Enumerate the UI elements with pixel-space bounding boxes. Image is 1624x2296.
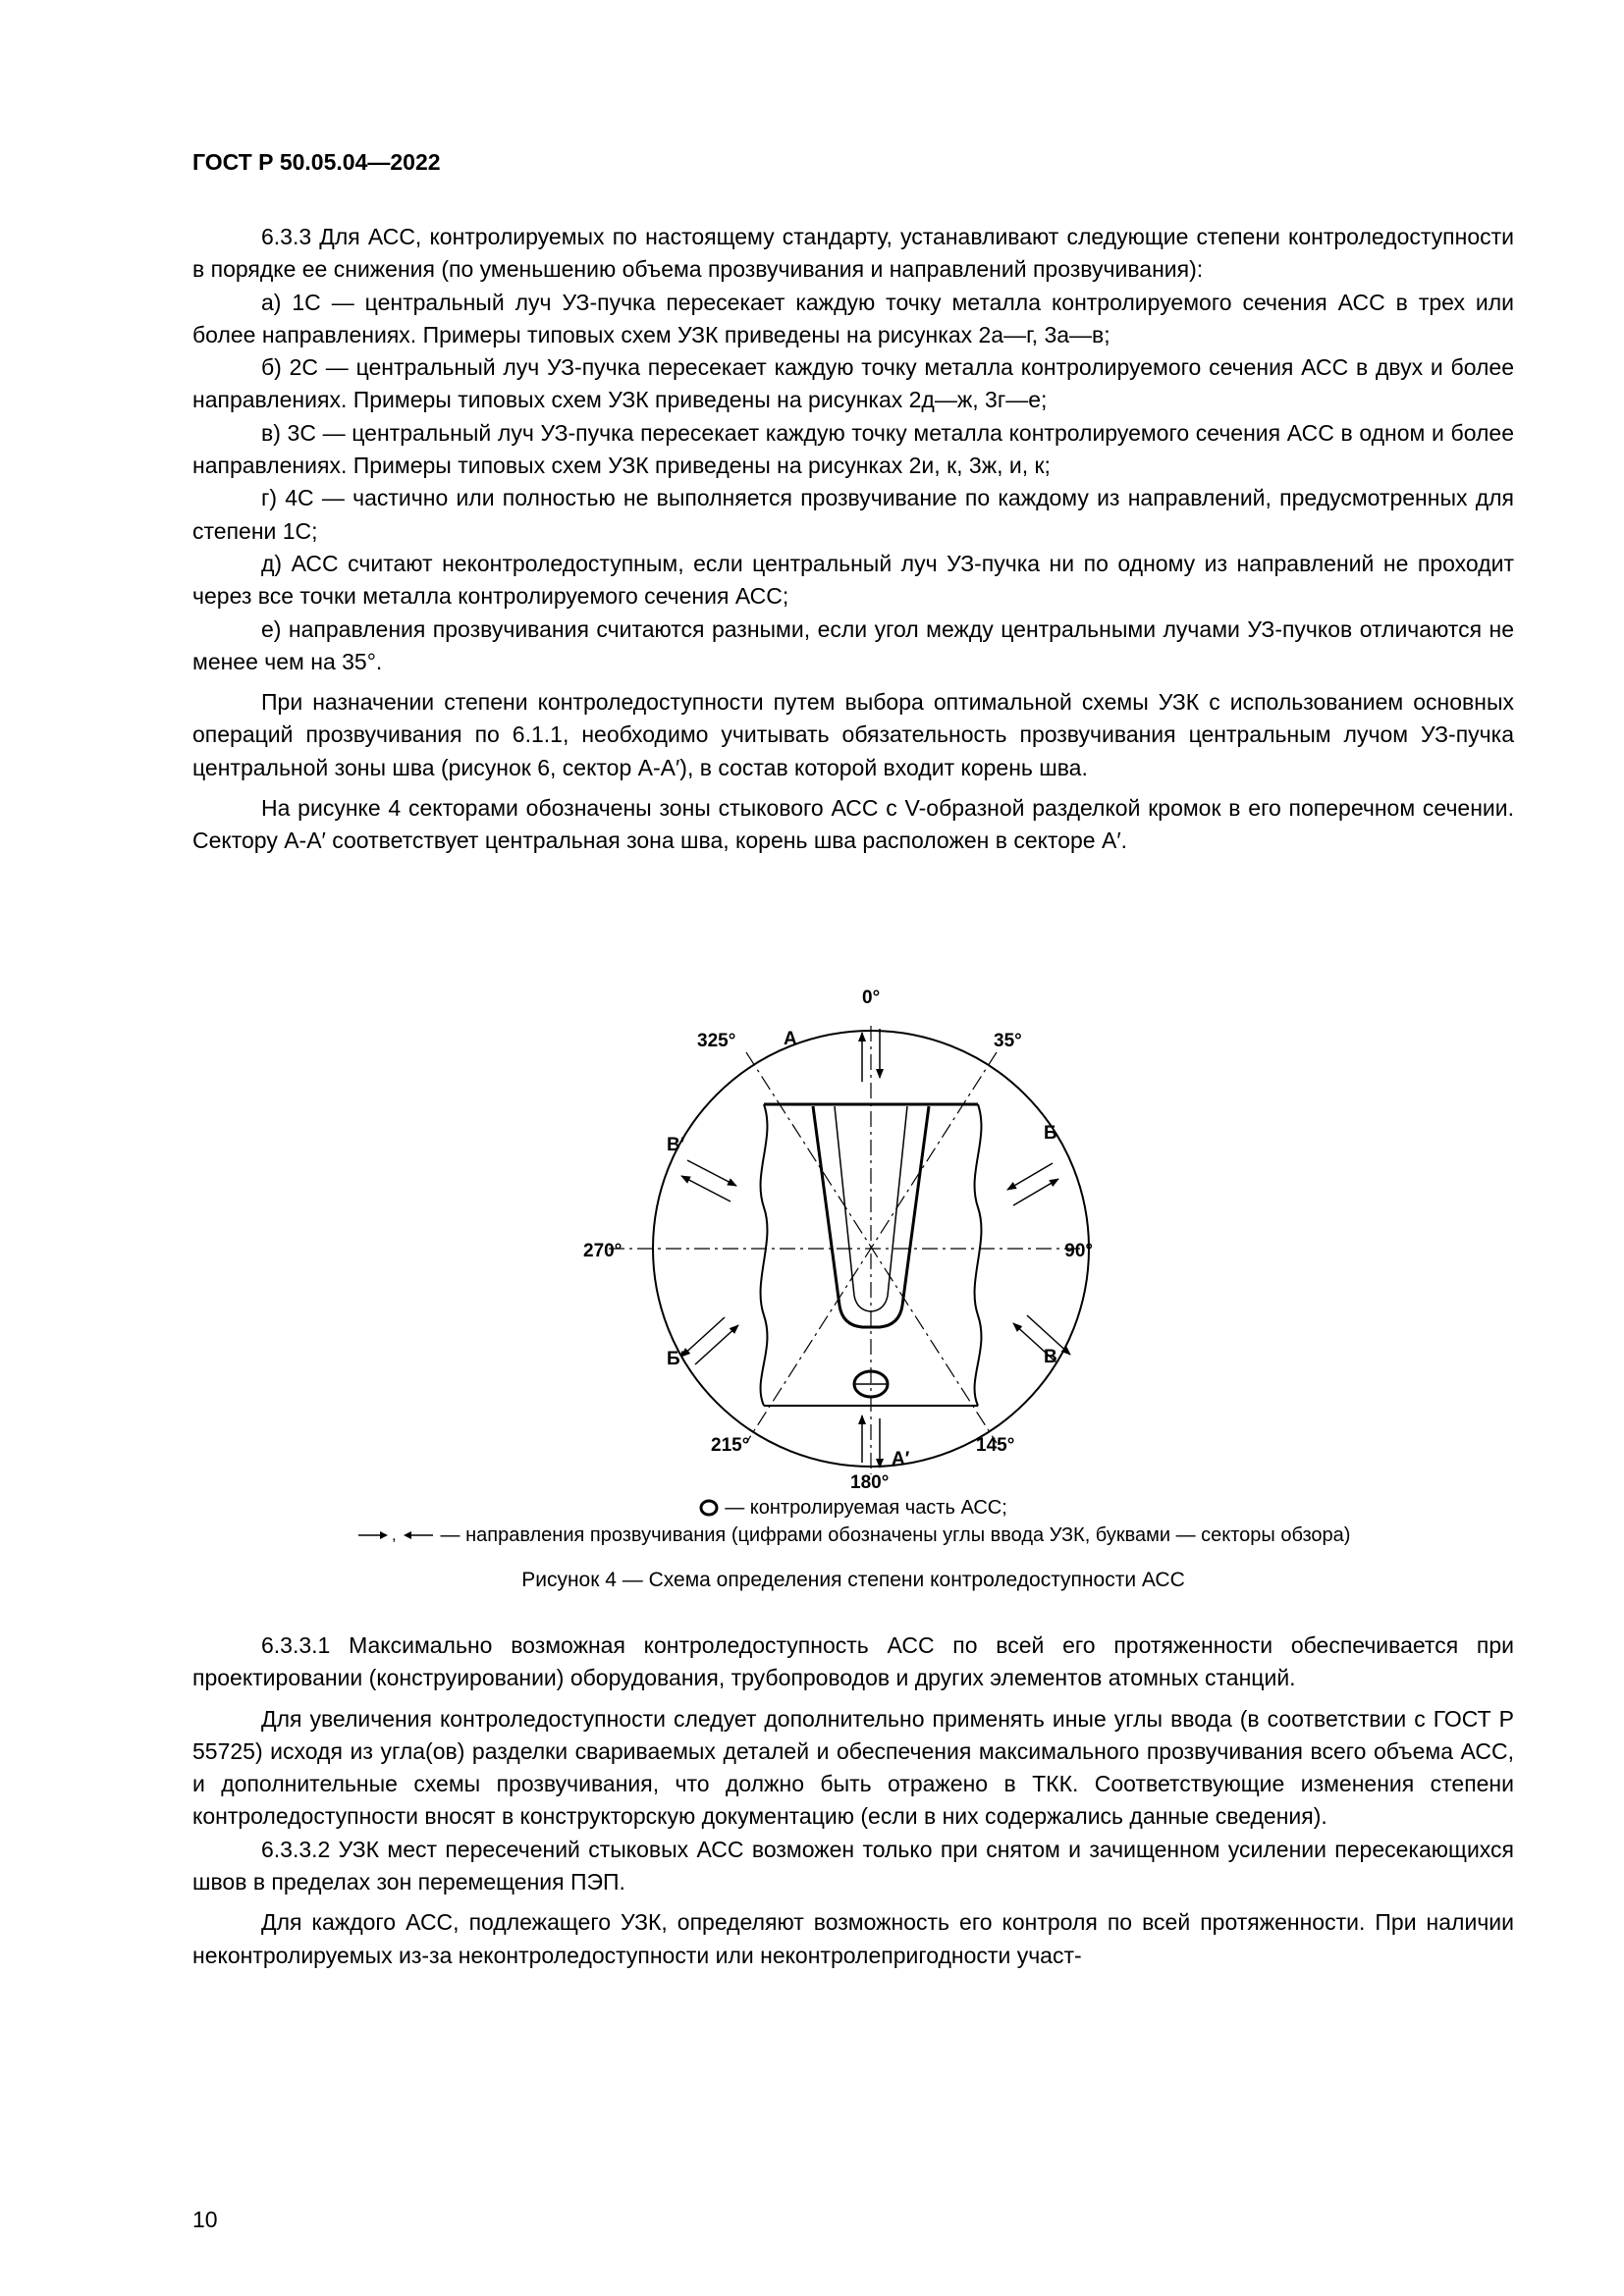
text-section-bottom — [192, 1629, 1514, 1972]
paragraph: 6.3.3.1 Максимально возможная контроледоступность АСС по всей его протяженности обеспечивается при проектировании (конструировании) оборудования, трубопроводов и других элементов атомных станций. — [192, 1632, 1514, 1691]
figure-legend — [192, 1494, 1514, 1549]
label-sector-b-prime: Б′ — [667, 1349, 685, 1369]
label-270-deg: 270° — [583, 1241, 623, 1261]
controlled-part-icon — [699, 1499, 719, 1517]
paragraph: На рисунке 4 секторами обозначены зоны стыкового АСС с V-образной разделкой кромок в его поперечном сечении. Сектору А-А′ соответствует центральная зона шва, корень шва расположен в секторе А′. — [192, 795, 1514, 854]
arrow-ul-out — [681, 1176, 731, 1201]
svg-text:,: , — [391, 1528, 396, 1542]
paragraph: 6.3.3 Для АСС, контролируемых по настоящему стандарту, устанавливают следующие степени контроледоступности в порядке ее снижения (по уменьшению объема прозвучивания и направлений прозвучивания): — [192, 224, 1514, 283]
paragraph: г) 4С — частично или полностью не выполняется прозвучивание по каждому из направлений, предусмотренных для степени 1С; — [192, 485, 1514, 544]
text-section-top — [192, 221, 1514, 858]
paragraph: а) 1С — центральный луч УЗ-пучка пересекает каждую точку металла контролируемого сечения АСС в трех или более направлениях. Примеры типовых схем УЗК приведены на рисунках 2а—г, 3а—в; — [192, 289, 1514, 347]
label-180-deg: 180° — [850, 1472, 890, 1492]
label-sector-a-prime: А′ — [892, 1449, 910, 1469]
label-90-deg: 90° — [1064, 1241, 1093, 1261]
legend-directions-text: — направления прозвучивания (цифрами обозначены углы ввода УЗК, буквами — секторы обзора) — [440, 1524, 1351, 1546]
label-sector-b: Б — [1044, 1123, 1057, 1144]
plate-right-edge — [975, 1104, 982, 1406]
arrow-ll-in — [695, 1325, 738, 1364]
paragraph: б) 2С — центральный луч УЗ-пучка пересекает каждую точку металла контролируемого сечения АСС в двух и более направлениях. Примеры типовых схем УЗК приведены на рисунках 2д—ж, 3г—е; — [192, 354, 1514, 413]
paragraph: Для увеличения контроледоступности следует дополнительно применять иные углы ввода (в соответствии с ГОСТ Р 55725) исходя из угла(ов) разделки свариваемых деталей и обеспечения максимального прозвучивания всего объема АСС, и дополнительные схемы прозвучивания, что должно быть отражено в ТКК. Соответствующие изменения степени контроледоступности вносят в конструкторскую документацию (если в них содержались данные сведения). — [192, 1705, 1514, 1830]
figure-4-diagram — [550, 972, 1100, 1492]
weld-section-diagram — [550, 972, 1100, 1492]
page-number: 10 — [192, 2207, 218, 2232]
paragraph: д) АСС считают неконтроледоступным, если центральный луч УЗ-пучка ни по одному из направлений не проходит через все точки металла контролируемого сечения АСС; — [192, 550, 1514, 610]
plate-left-edge — [761, 1104, 768, 1406]
paragraph: При назначении степени контроледоступности путем выбора оптимальной схемы УЗК с использованием основных операций прозвучивания по 6.1.1, необходимо учитывать обязательность прозвучивания центральным лучом УЗ-пучка центральной зоны шва (рисунок 6, сектор А-А′), в состав которой входит корень шва. — [192, 689, 1514, 780]
label-0-deg: 0° — [862, 988, 881, 1008]
label-145-deg: 145° — [976, 1435, 1015, 1456]
arrow-ll-out — [681, 1317, 725, 1357]
arrow-ul-in — [687, 1160, 736, 1186]
legend-controlled-text: — контролируемая часть АСС; — [725, 1497, 1007, 1519]
document-header: ГОСТ Р 50.05.04—2022 — [192, 149, 441, 175]
figure-caption: Рисунок 4 — Схема определения степени контроледоступности АСС — [521, 1569, 1185, 1591]
paragraph: в) 3С — центральный луч УЗ-пучка пересекает каждую точку металла контролируемого сечения АСС в одном и более направлениях. Примеры типовых схем УЗК приведены на рисунках 2и, к, 3ж, и, к; — [192, 419, 1514, 479]
label-215-deg: 215° — [711, 1435, 750, 1456]
label-sector-a: А — [784, 1029, 797, 1049]
label-sector-v: В — [1044, 1347, 1057, 1367]
legend-directions — [192, 1522, 1514, 1549]
paragraph: е) направления прозвучивания считаются разными, если угол между центральными лучами УЗ-пучков отличаются не менее чем на 35°. — [192, 615, 1514, 674]
direction-arrows-icon — [356, 1528, 435, 1542]
paragraph: 6.3.3.2 УЗК мест пересечений стыковых АСС возможен только при снятом и зачищенном усилении пересекающихся швов в пределах зон перемещения ПЭП. — [192, 1836, 1514, 1896]
label-325-deg: 325° — [697, 1031, 736, 1051]
label-35-deg: 35° — [994, 1031, 1022, 1051]
legend-controlled-part — [192, 1494, 1514, 1522]
label-sector-v-prime: В′ — [667, 1135, 685, 1155]
paragraph: Для каждого АСС, подлежащего УЗК, определяют возможность его контроля по всей протяженности. При наличии неконтролируемых из-за неконтроледоступности или неконтролепригодности участ- — [192, 1909, 1514, 1968]
